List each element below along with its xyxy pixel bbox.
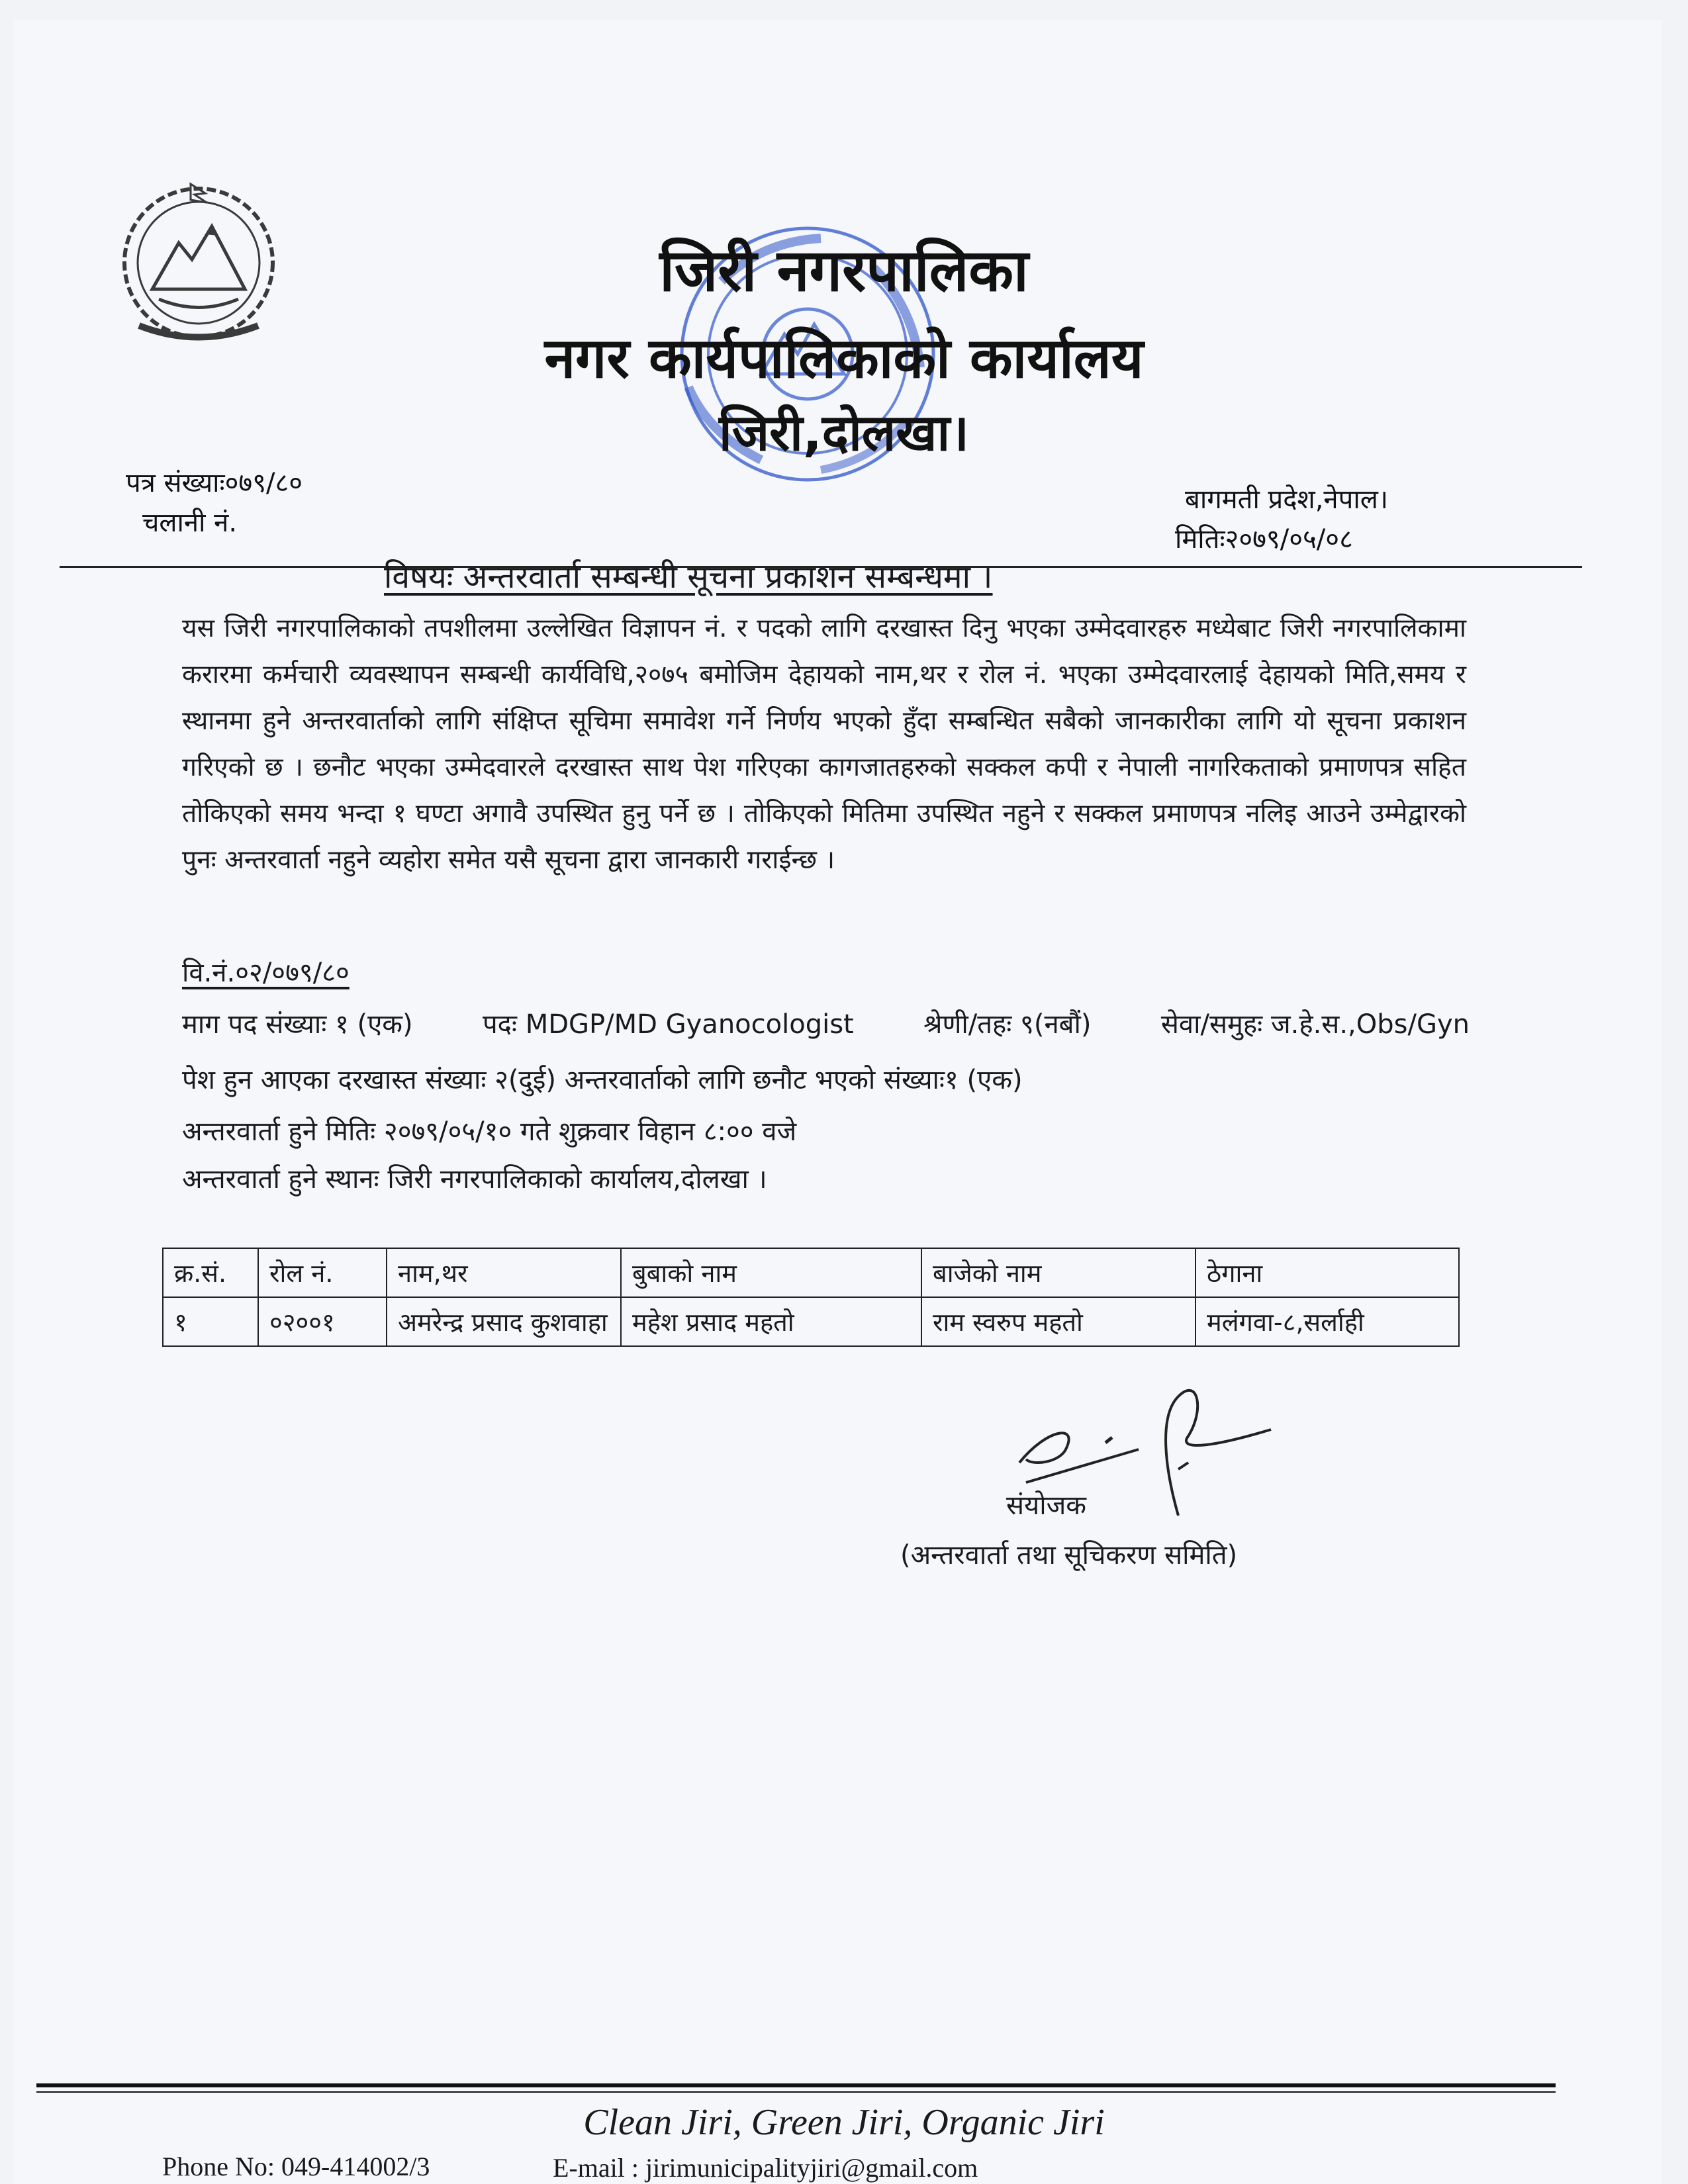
letterhead-municipality-name: जिरी नगरपालिका	[659, 236, 1029, 304]
advertisement-number: वि.नं.०२/०७९/८०	[182, 958, 350, 988]
cell-address: मलंगवा-८,सर्लाही	[1196, 1297, 1459, 1346]
header-serial: क्र.सं.	[163, 1248, 258, 1297]
demand-post-count: माग पद संख्याः १ (एक)	[182, 1009, 413, 1040]
header-name: नाम,थर	[387, 1248, 621, 1297]
table-row	[163, 1297, 1459, 1346]
dispatch-number: चलानी नं.	[142, 508, 238, 538]
cell-father: महेश प्रसाद महतो	[621, 1297, 921, 1346]
footer-rule-thick	[36, 2083, 1556, 2087]
letter-date: मितिः२०७९/०५/०८	[1175, 524, 1353, 555]
letter-number: पत्र संख्याः०७९/८०	[126, 468, 303, 498]
province-address: बागमती प्रदेश,नेपाल।	[1185, 484, 1388, 515]
post-title: पदः MDGP/MD Gyanocologist	[482, 1009, 854, 1040]
applications-count-line: पेश हुन आएका दरखास्त संख्याः २(दुई) अन्तरवार्ताको लागि छनौट भएको संख्याः१ (एक)	[182, 1065, 1023, 1095]
cell-grandfather: राम स्वरुप महतो	[921, 1297, 1196, 1346]
letterhead-office-name: नगर कार्यपालिकाको कार्यालय	[544, 326, 1144, 390]
candidate-table	[162, 1248, 1460, 1347]
committee-name: (अन्तरवार्ता तथा सूचिकरण समिति)	[900, 1540, 1238, 1570]
service-group: सेवा/समुहः ज.हे.स.,Obs/Gyn	[1160, 1009, 1470, 1040]
cell-serial: १	[163, 1297, 258, 1346]
letterhead-location: जिरी,दोलखा।	[719, 403, 969, 462]
cell-name: अमरेन्द्र प्रसाद कुशवाहा	[387, 1297, 621, 1346]
table-header-row	[163, 1248, 1459, 1297]
subject-line: विषयः अन्तरवार्ता सम्बन्धी सूचना प्रकाशन सम्बन्धमा ।	[384, 559, 993, 596]
interview-place-line: अन्तरवार्ता हुने स्थानः जिरी नगरपालिकाको कार्यालय,दोलखा ।	[182, 1164, 767, 1195]
header-father: बुबाको नाम	[621, 1248, 921, 1297]
footer-phone: Phone No: 049-414002/3	[162, 2152, 430, 2181]
footer-email: E-mail : jirimunicipalityjiri@gmail.com	[553, 2153, 978, 2183]
post-details-row	[182, 1005, 1470, 1041]
header-address: ठेगाना	[1196, 1248, 1459, 1297]
header-roll: रोल नं.	[258, 1248, 387, 1297]
grade-level: श्रेणी/तहः ९(नबौं)	[923, 1009, 1092, 1040]
interview-date-line: अन्तरवार्ता हुने मितिः २०७९/०५/१० गते शुक्रवार विहान ८:०० वजे	[182, 1116, 797, 1147]
footer-rule-thin	[36, 2091, 1556, 2093]
header-grandfather: बाजेको नाम	[921, 1248, 1196, 1297]
notice-body: यस जिरी नगरपालिकाको तपशीलमा उल्लेखित विज्ञापन नं. र पदको लागि दरखास्त दिनु भएका उम्मेदवारहरु मध्येबाट जिरी नगरपालिकामा करारमा कर्मचारी व्यवस्थापन सम्बन्धी कार्यविधि,२०७५ बमोजिम देहायको नाम,थर र रोल नं. भएका उम्मेदवारलाई देहायको मिति,समय र स्थानमा हुने अन्तरवार्ताको लागि संक्षिप्त सूचिमा समावेश गर्ने निर्णय भएको हुँदा सम्बन्धित सबैको जानकारीका लागि यो सूचना प्रकाशन गरिएको छ । छनौट भएका उम्मेदवारले दरखास्त साथ पेश गरिएका कागजातहरुको सक्कल कपी र नेपाली नागरिकताको प्रमाणपत्र सहित तोकिएको समय भन्दा १ घण्टा अगावै उपस्थित हुनु पर्ने छ । तोकिएको मितिमा उपस्थित नहुने र सक्कल प्रमाणपत्र नलिइ आउने उम्मेद्वारको पुनः अन्तरवार्ता नहुने व्यहोरा समेत यसै सूचना द्वारा जानकारी गराईन्छ ।	[182, 614, 1466, 875]
footer-slogan: Clean Jiri, Green Jiri, Organic Jiri	[583, 2102, 1105, 2143]
signatory-title: संयोजक	[1006, 1490, 1086, 1521]
cell-roll: ०२००१	[258, 1297, 387, 1346]
